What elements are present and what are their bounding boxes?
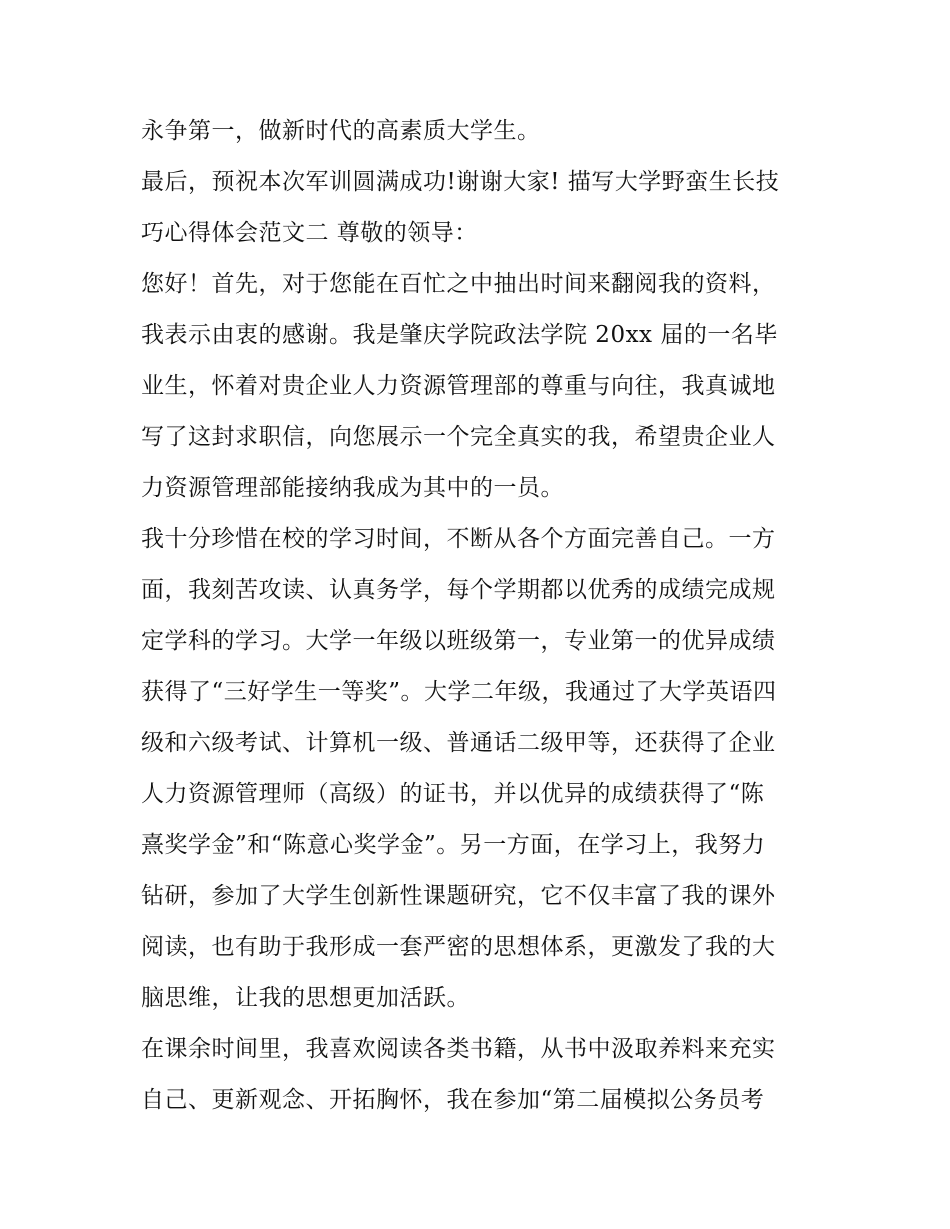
- text-line: 面，我刻苦攻读、认真务学，每个学期都以优秀的成绩完成规: [141, 577, 776, 603]
- text-line: 钻研，参加了大学生创新性课题研究，它不仅丰富了我的课外: [141, 883, 776, 909]
- document-body: [141, 106, 821, 1126]
- text-line: 脑思维，让我的思想更加活跃。: [141, 985, 470, 1011]
- text-line: 写了这封求职信，向您展示一个完全真实的我，希望贵企业人: [141, 424, 776, 450]
- text-line: 在课余时间里，我喜欢阅读各类书籍，从书中汲取养料来充实: [141, 1036, 776, 1062]
- text-line: 最后，预祝本次军训圆满成功!谢谢大家! 描写大学野蛮生长技: [141, 169, 780, 195]
- text-line: 您好！首先，对于您能在百忙之中抽出时间来翻阅我的资料，: [141, 271, 776, 297]
- text-line: 我十分珍惜在校的学习时间，不断从各个方面完善自己。一方: [141, 526, 776, 552]
- text-line: 定学科的学习。大学一年级以班级第一，专业第一的优异成绩: [141, 628, 776, 654]
- text-line: 阅读，也有助于我形成一套严密的思想体系，更激发了我的大: [141, 934, 776, 960]
- text-line: 力资源管理部能接纳我成为其中的一员。: [141, 475, 564, 501]
- text-line: 业生，怀着对贵企业人力资源管理部的尊重与向往，我真诚地: [141, 373, 776, 399]
- text-line: 级和六级考试、计算机一级、普通话二级甲等，还获得了企业: [141, 730, 776, 756]
- text-line: 熹奖学金”和“陈意心奖学金”。另一方面，在学习上，我努力: [141, 832, 766, 858]
- text-line: 永争第一，做新时代的高素质大学生。: [141, 118, 541, 144]
- text-line: 我表示由衷的感谢。我是肇庆学院政法学院 20xx 届的一名毕: [141, 322, 778, 348]
- text-line: 人力资源管理师（高级）的证书，并以优异的成绩获得了“陈: [141, 781, 765, 807]
- text-line: 获得了“三好学生一等奖”。大学二年级，我通过了大学英语四: [141, 679, 777, 705]
- text-line: 巧心得体会范文二 尊敬的领导：: [141, 220, 478, 246]
- text-line: 自己、更新观念、开拓胸怀，我在参加“第二届模拟公务员考: [141, 1087, 765, 1113]
